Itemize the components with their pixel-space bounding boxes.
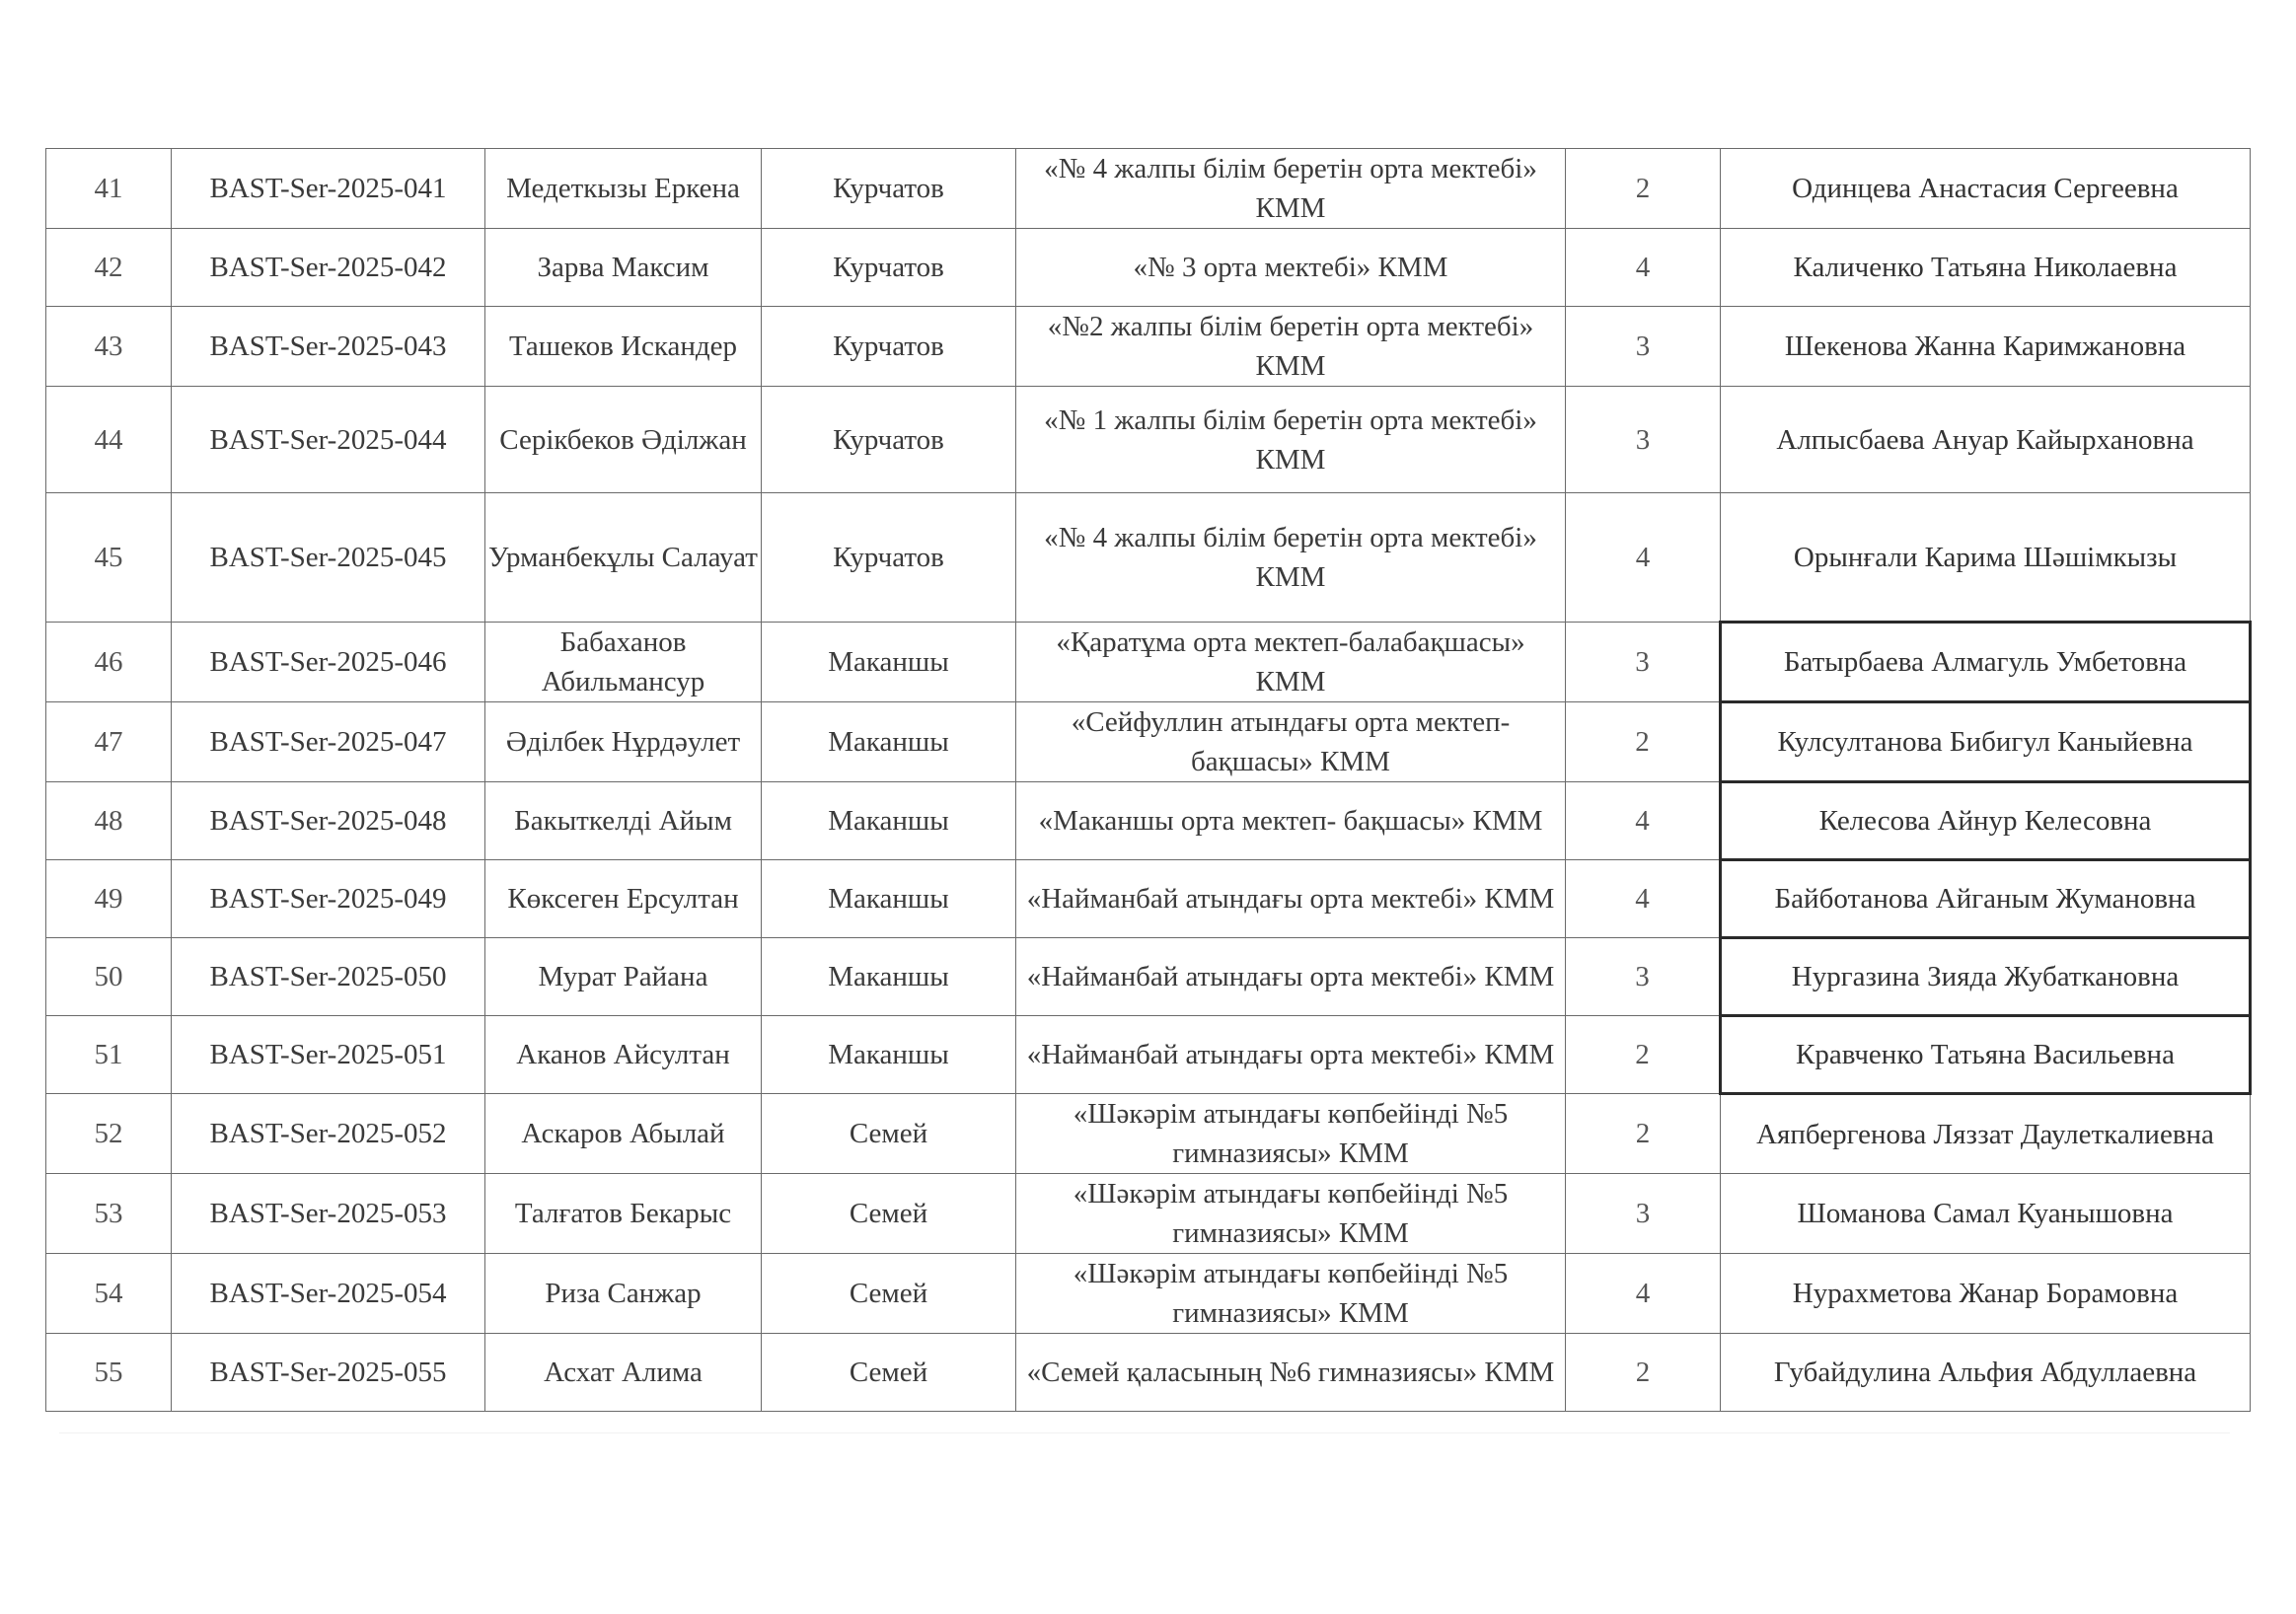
registration-code: BAST-Ser-2025-041 [172,149,485,229]
row-number: 47 [46,702,172,782]
grade: 2 [1566,1334,1721,1412]
participant-name: Аканов Айсултан [485,1016,762,1094]
grade: 3 [1566,307,1721,387]
table-row [46,938,2251,1016]
school-name: «Маканшы орта мектеп- бақшасы» КММ [1016,782,1566,860]
grade: 4 [1566,860,1721,938]
teacher-name: Батырбаева Алмагуль Умбетовна [1721,623,2251,702]
table-row [46,1174,2251,1254]
teacher-name: Губайдулина Альфия Абдуллаевна [1721,1334,2251,1412]
grade: 4 [1566,229,1721,307]
city: Маканшы [762,860,1016,938]
city: Семей [762,1254,1016,1334]
row-number: 41 [46,149,172,229]
row-number: 51 [46,1016,172,1094]
teacher-name: Каличенко Татьяна Николаевна [1721,229,2251,307]
participant-name: Медеткызы Еркена [485,149,762,229]
participant-name: Талғатов Бекарыс [485,1174,762,1254]
teacher-name: Шекенова Жанна Каримжановна [1721,307,2251,387]
row-number: 54 [46,1254,172,1334]
participant-name: Аскаров Абылай [485,1094,762,1174]
table-row [46,1254,2251,1334]
registration-code: BAST-Ser-2025-055 [172,1334,485,1412]
city: Курчатов [762,149,1016,229]
row-number: 53 [46,1174,172,1254]
city: Маканшы [762,623,1016,702]
school-name: «Найманбай атындағы орта мектебі» КММ [1016,860,1566,938]
table-row [46,1334,2251,1412]
table-row [46,1016,2251,1094]
teacher-name: Кулсултанова Бибигул Каныйевна [1721,702,2251,782]
grade: 2 [1566,1094,1721,1174]
registration-code: BAST-Ser-2025-047 [172,702,485,782]
participant-name: Мурат Райана [485,938,762,1016]
school-name: «№ 1 жалпы білім беретін орта мектебі» КММ [1016,387,1566,493]
teacher-name: Келесова Айнур Келесовна [1721,782,2251,860]
row-number: 45 [46,493,172,623]
school-name: «Шәкәрім атындағы көпбейінді №5 гимназиясы» КММ [1016,1094,1566,1174]
school-name: «№ 4 жалпы білім беретін орта мектебі» КММ [1016,493,1566,623]
row-number: 55 [46,1334,172,1412]
participant-name: Серікбеков Әділжан [485,387,762,493]
table-row [46,387,2251,493]
participant-name: Ташеков Искандер [485,307,762,387]
participant-name: Әділбек Нұрдәулет [485,702,762,782]
teacher-name: Нурахметова Жанар Борамовна [1721,1254,2251,1334]
row-number: 46 [46,623,172,702]
registration-code: BAST-Ser-2025-045 [172,493,485,623]
grade: 2 [1566,149,1721,229]
school-name: «№2 жалпы білім беретін орта мектебі» КММ [1016,307,1566,387]
registration-code: BAST-Ser-2025-042 [172,229,485,307]
school-name: «Найманбай атындағы орта мектебі» КММ [1016,1016,1566,1094]
school-name: «Семей қаласының №6 гимназиясы» КММ [1016,1334,1566,1412]
school-name: «Найманбай атындағы орта мектебі» КММ [1016,938,1566,1016]
school-name: «Шәкәрім атындағы көпбейінді №5 гимназиясы» КММ [1016,1254,1566,1334]
registration-code: BAST-Ser-2025-050 [172,938,485,1016]
participant-name: Бакыткелді Айым [485,782,762,860]
table-row [46,307,2251,387]
table-row [46,860,2251,938]
teacher-name: Шоманова Самал Куанышовна [1721,1174,2251,1254]
city: Семей [762,1174,1016,1254]
grade: 3 [1566,938,1721,1016]
row-number: 42 [46,229,172,307]
city: Маканшы [762,702,1016,782]
table-row [46,1094,2251,1174]
participant-name: Урманбекұлы Салауат [485,493,762,623]
city: Семей [762,1094,1016,1174]
school-name: «Шәкәрім атындағы көпбейінді №5 гимназиясы» КММ [1016,1174,1566,1254]
grade: 4 [1566,1254,1721,1334]
city: Маканшы [762,938,1016,1016]
row-number: 49 [46,860,172,938]
school-name: «№ 4 жалпы білім беретін орта мектебі» КММ [1016,149,1566,229]
registration-code: BAST-Ser-2025-043 [172,307,485,387]
city: Семей [762,1334,1016,1412]
school-name: «Қаратұма орта мектеп-балабақшасы» КММ [1016,623,1566,702]
school-name: «Сейфуллин атындағы орта мектеп-бақшасы» КММ [1016,702,1566,782]
row-number: 43 [46,307,172,387]
registration-code: BAST-Ser-2025-054 [172,1254,485,1334]
city: Курчатов [762,387,1016,493]
registration-code: BAST-Ser-2025-049 [172,860,485,938]
teacher-name: Байботанова Айганым Жумановна [1721,860,2251,938]
grade: 2 [1566,702,1721,782]
city: Маканшы [762,1016,1016,1094]
teacher-name: Орынғали Карима Шәшімкызы [1721,493,2251,623]
teacher-name: Кравченко Татьяна Васильевна [1721,1016,2251,1094]
registration-code: BAST-Ser-2025-053 [172,1174,485,1254]
city: Курчатов [762,307,1016,387]
table-row [46,782,2251,860]
registration-code: BAST-Ser-2025-046 [172,623,485,702]
table-row [46,229,2251,307]
table-row [46,149,2251,229]
teacher-name: Аяпбергенова Ляззат Даулеткалиевна [1721,1094,2251,1174]
row-number: 50 [46,938,172,1016]
grade: 3 [1566,1174,1721,1254]
participants-table [45,148,2252,1412]
row-number: 52 [46,1094,172,1174]
table-row [46,623,2251,702]
grade: 3 [1566,387,1721,493]
teacher-name: Одинцева Анастасия Сергеевна [1721,149,2251,229]
grade: 4 [1566,782,1721,860]
grade: 3 [1566,623,1721,702]
registration-code: BAST-Ser-2025-048 [172,782,485,860]
participant-name: Бабаханов Абильмансур [485,623,762,702]
registration-code: BAST-Ser-2025-052 [172,1094,485,1174]
scan-artifact [59,1432,2230,1433]
city: Курчатов [762,229,1016,307]
table-row [46,702,2251,782]
registration-code: BAST-Ser-2025-044 [172,387,485,493]
participant-name: Асхат Алима [485,1334,762,1412]
row-number: 44 [46,387,172,493]
grade: 2 [1566,1016,1721,1094]
registration-code: BAST-Ser-2025-051 [172,1016,485,1094]
teacher-name: Алпысбаева Ануар Кайырхановна [1721,387,2251,493]
participant-name: Риза Санжар [485,1254,762,1334]
row-number: 48 [46,782,172,860]
participant-name: Зарва Максим [485,229,762,307]
table-row [46,493,2251,623]
city: Курчатов [762,493,1016,623]
city: Маканшы [762,782,1016,860]
participant-name: Көксеген Ерсултан [485,860,762,938]
grade: 4 [1566,493,1721,623]
school-name: «№ 3 орта мектебі» КММ [1016,229,1566,307]
teacher-name: Нургазина Зияда Жубаткановна [1721,938,2251,1016]
